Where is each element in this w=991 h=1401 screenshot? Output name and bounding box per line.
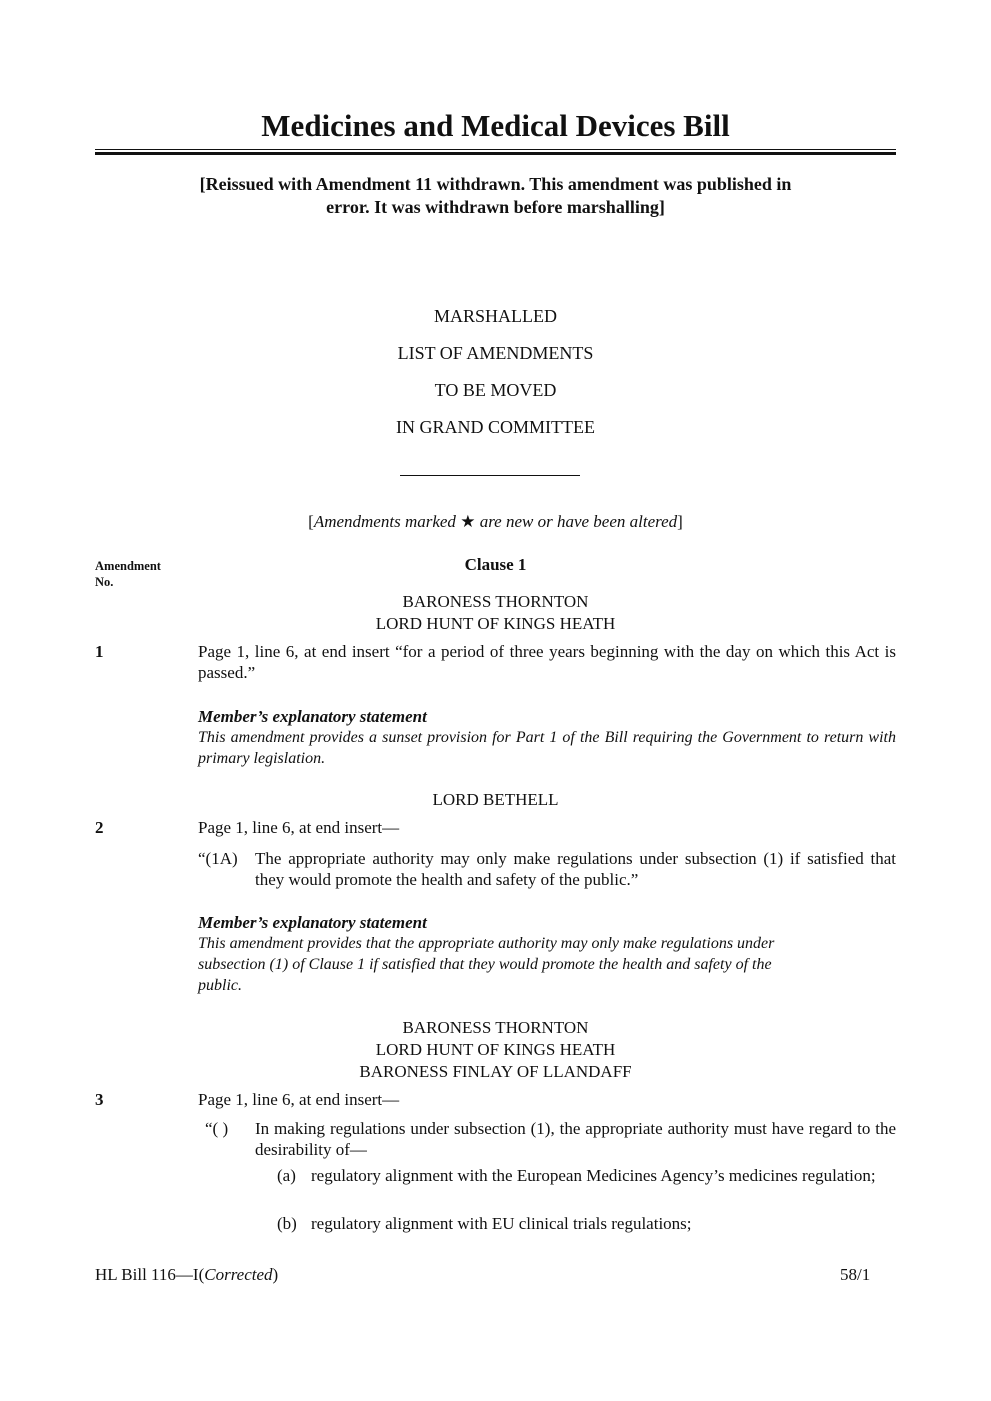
clause-heading: Clause 1 — [464, 555, 527, 574]
list-item: (a) regulatory alignment with the European Medicines Agency’s medicines regulation; — [277, 1166, 876, 1185]
explanatory-statement: This amendment provides a sunset provision for Part 1 of the Bill requiring the Government to return with primary legislation. — [198, 729, 896, 767]
explanatory-statement: This amendment provides that the appropriate authority may only make regulations under subsection (1) of Clause 1 if satisfied that they would promote the health and safety of the public. — [198, 935, 775, 994]
page-number: 58/1 — [840, 1265, 871, 1284]
reissue-line: [Reissued with Amendment 11 withdrawn. This amendment was published in — [199, 174, 792, 194]
statement-heading: Member’s explanatory statement — [198, 707, 427, 726]
amendment-no-label: Amendment No. — [95, 559, 161, 589]
title-rule-thick — [95, 152, 896, 155]
amendment-text: Page 1, line 6, at end insert— — [198, 1090, 400, 1109]
sponsors: BARONESS THORNTON LORD HUNT OF KINGS HEATH — [375, 592, 616, 633]
inserted-subsection: “( ) In making regulations under subsection (1), the appropriate authority must have regard to the desirability of— — [205, 1119, 896, 1159]
amendment-number: 1 — [95, 642, 104, 661]
reissue-line: error. It was withdrawn before marshalling] — [326, 197, 665, 217]
sponsors: BARONESS THORNTON LORD HUNT OF KINGS HEATH BARONESS FINLAY OF LLANDAFF — [359, 1018, 632, 1081]
amendment-text: Page 1, line 6, at end insert— — [198, 818, 400, 837]
caption-line: LIST OF AMENDMENTS — [397, 343, 594, 363]
statement-heading: Member’s explanatory statement — [198, 913, 427, 932]
amendment-number: 3 — [95, 1090, 104, 1109]
bill-title: Medicines and Medical Devices Bill — [261, 108, 730, 143]
title-rule-thin — [95, 149, 896, 150]
divider — [400, 475, 580, 476]
reissue-note — [0, 173, 991, 219]
list-item: (b) regulatory alignment with EU clinical trials regulations; — [277, 1214, 692, 1233]
star-icon: ★ — [460, 512, 476, 531]
caption-line: TO BE MOVED — [434, 380, 557, 400]
sponsors: LORD BETHELL — [432, 790, 559, 809]
amendment-number: 2 — [95, 818, 104, 837]
amendment-text: Page 1, line 6, at end insert “for a period of three years beginning with the day on which this Act is passed.” — [198, 642, 896, 682]
star-note: [Amendments marked ★ are new or have been altered] — [308, 512, 683, 531]
caption-line: MARSHALLED — [433, 306, 557, 326]
footer-bill-ref: HL Bill 116—I(Corrected) — [95, 1265, 279, 1284]
inserted-subsection: “(1A) The appropriate authority may only make regulations under subsection (1) if satisfied that they would promote the health and safety of the public.” — [198, 849, 896, 889]
caption-line: IN GRAND COMMITTEE — [396, 417, 595, 437]
